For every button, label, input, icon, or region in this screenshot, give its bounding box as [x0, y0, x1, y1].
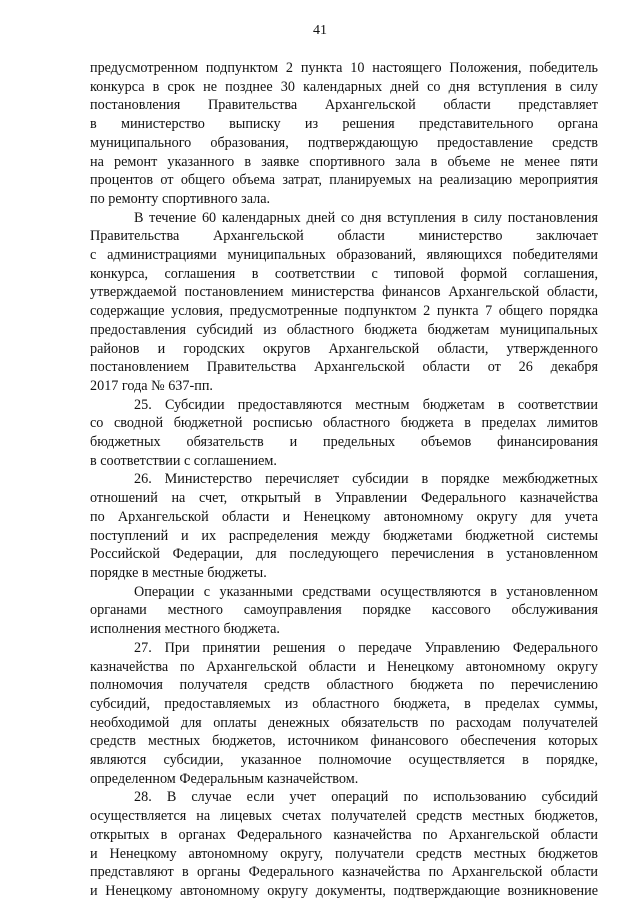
text-line: представляют в органы Федерального казначейства по Архангельской области [90, 864, 598, 881]
text-line: органами местного самоуправления порядке кассового обслуживания [90, 602, 598, 619]
paragraph [90, 209, 598, 396]
text-line: и Ненецкому автономному округу, получатели средств местных бюджетов [90, 845, 598, 862]
paragraph [90, 583, 598, 639]
text-line: средств местных бюджетов, источником финансового обеспечения которых [90, 733, 598, 750]
text-line: определенном Федеральным казначейством. [90, 770, 359, 787]
text-line: в министерство выписку из решения представительного органа [90, 116, 598, 133]
text-line: районов и городских округов Архангельской области, утвержденного [90, 340, 598, 357]
text-line: по ремонту спортивного зала. [90, 190, 271, 207]
text-line: полномочия получателя средств областного бюджета по перечислению [90, 677, 598, 694]
text-line: содержащие условия, предусмотренные подпунктом 2 пункта 7 общего порядка [90, 303, 598, 320]
text-line: 2017 года № 637-пп. [90, 377, 213, 394]
paragraph [90, 470, 598, 582]
paragraph [90, 396, 598, 471]
text-line: открытых в органах Федерального казначейства по Архангельской области [90, 826, 598, 843]
text-line: исполнения местного бюджета. [90, 621, 280, 638]
text-line: являются субсидии, указанное полномочие осуществляется в порядке, [90, 752, 598, 769]
text-line: необходимой для оплаты денежных обязательств по расходам получателей [90, 714, 598, 731]
paragraph [90, 59, 598, 209]
text-line: на ремонт указанного в заявке спортивного зала в объеме не менее пяти [90, 153, 598, 170]
text-line: В течение 60 календарных дней со дня вступления в силу постановления [134, 209, 598, 226]
paragraph [90, 639, 598, 789]
text-line: Правительства Архангельской области министерство заключает [90, 228, 598, 245]
text-line: Операции с указанными средствами осуществляются в установленном [134, 583, 598, 600]
text-line: с администрациями муниципальных образований, являющихся победителями [90, 247, 598, 264]
text-line: бюджетных обязательств и предельных объемов финансирования [90, 434, 598, 451]
text-line: со сводной бюджетной росписью областного бюджета в пределах лимитов [90, 415, 598, 432]
page-number: 41 [313, 23, 327, 38]
text-line: отношений на счет, открытый в Управлении Федерального казначейства [90, 490, 598, 507]
text-line: поступлений и их распределения между бюджетами бюджетной системы [90, 527, 598, 544]
document-body [90, 59, 598, 901]
text-line: процентов от общего объема затрат, планируемых на реализацию мероприятия [90, 172, 598, 189]
paragraph [90, 788, 598, 900]
text-line: предусмотренном подпунктом 2 пункта 10 настоящего Положения, победитель [90, 60, 598, 76]
text-line: по Архангельской области и Ненецкому автономному округу для учета [90, 508, 598, 525]
text-line: осуществляется на лицевых счетах получателей средств местных бюджетов, [90, 808, 598, 825]
text-line: 28. В случае если учет операций по использованию субсидий [134, 789, 598, 806]
text-line: порядке в местные бюджеты. [90, 564, 267, 581]
text-line: конкурса, соглашения в соответствии с типовой формой соглашения, [90, 265, 598, 282]
text-line: постановления Правительства Архангельской области представляет [90, 97, 598, 114]
text-line: Российской Федерации, для последующего перечисления в установленном [90, 546, 598, 563]
text-line: предоставления субсидий из областного бюджета бюджетам муниципальных [90, 321, 598, 338]
text-line: 26. Министерство перечисляет субсидии в порядке межбюджетных [134, 471, 598, 488]
text-line: конкурса в срок не позднее 30 календарных дней со дня вступления в силу [90, 78, 598, 95]
text-line: муниципального образования, подтверждающую предоставление средств [90, 134, 598, 151]
text-line: субсидий, предоставляемых из областного бюджета, в пределах суммы, [90, 695, 598, 712]
text-line: в соответствии с соглашением. [90, 452, 277, 469]
text-line: 25. Субсидии предоставляются местным бюджетам в соответствии [134, 396, 598, 413]
text-line: постановлением Правительства Архангельской области от 26 декабря [90, 359, 598, 376]
text-line: 27. При принятии решения о передаче Управлению Федерального [134, 639, 598, 656]
text-line: утверждаемой постановлением министерства финансов Архангельской области, [90, 284, 598, 301]
text-line: казначейства по Архангельской области и Ненецкому автономному округу [90, 658, 598, 675]
text-line: и Ненецкому автономному округу документы, подтверждающие возникновение [90, 882, 598, 899]
